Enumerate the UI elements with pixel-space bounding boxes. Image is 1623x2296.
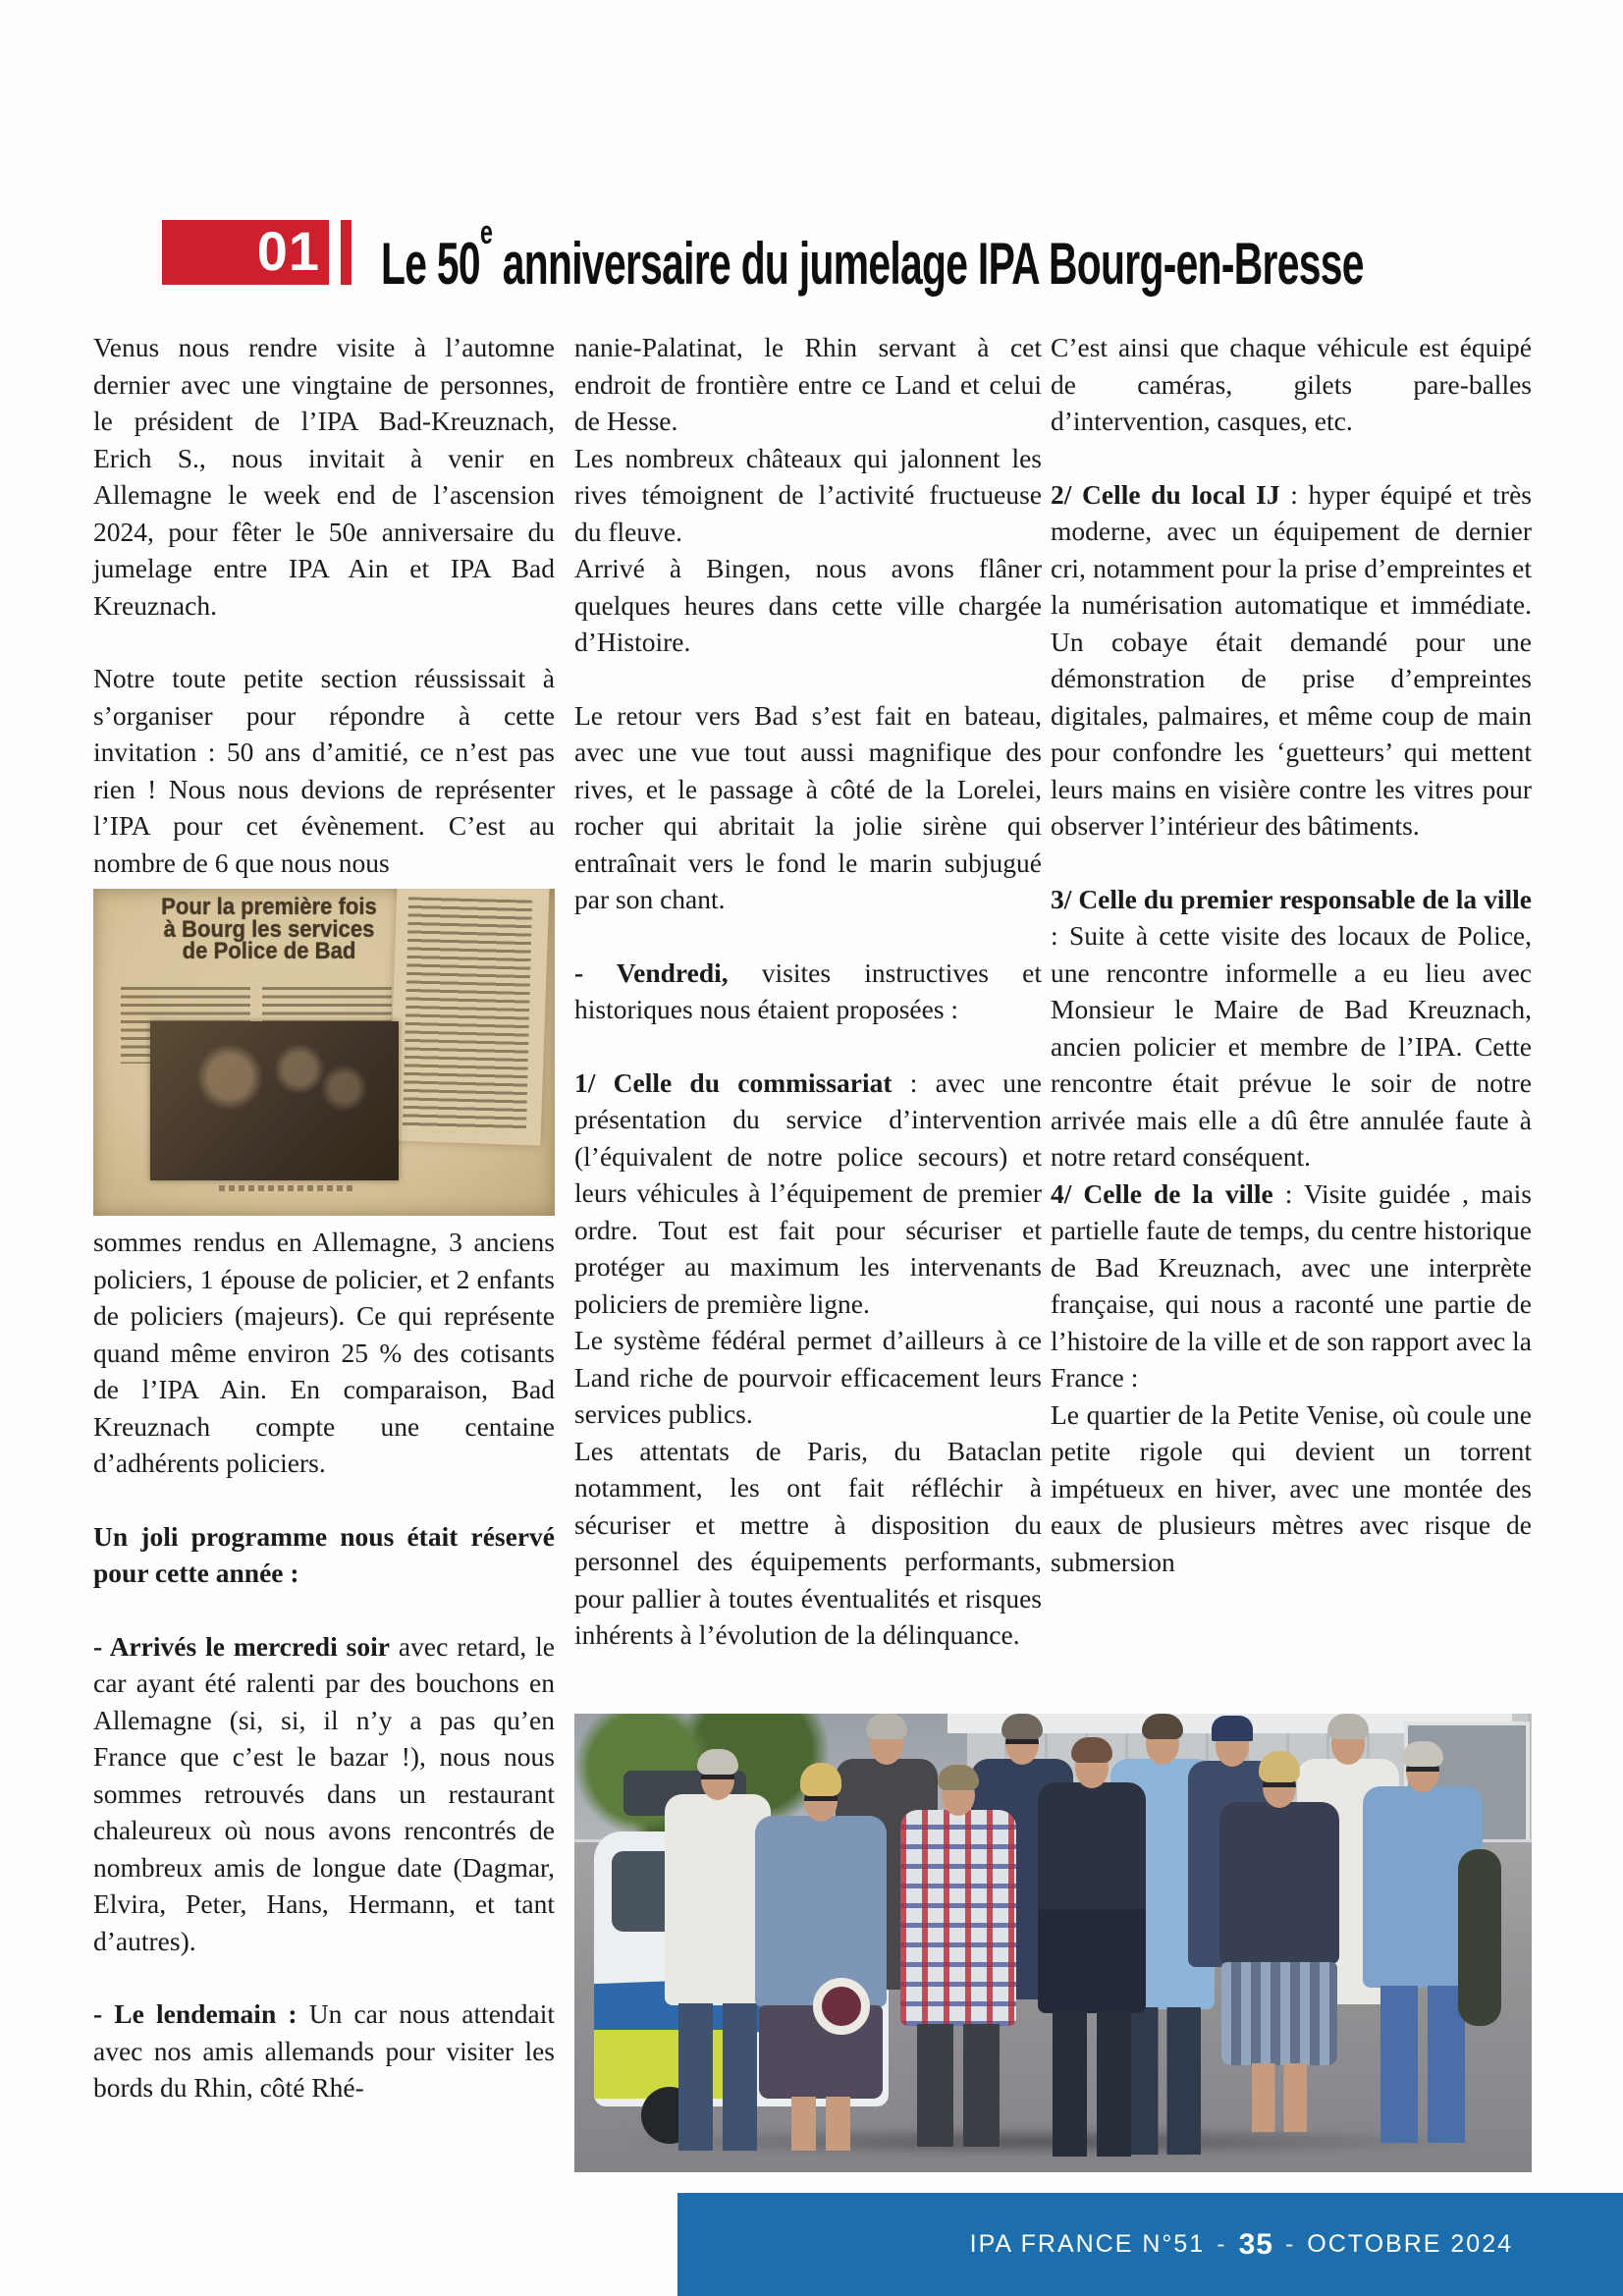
paragraph <box>93 1628 555 1960</box>
paragraph-gap <box>93 1592 555 1628</box>
paragraph-text: avec retard, le car ayant été ralenti par des bouchons en Allemagne (si, si, il n’y a pas qu’en France que c’est le bazar !), nous nous sommes retrouvés dans un restaurant chaleureux où nous avons rencontrés de nombreux amis de longue date (Dagmar, Elvira, Peter, Hans, Hermann, et tant d’autres). <box>93 1630 555 1956</box>
person-hair <box>1402 1741 1443 1767</box>
paragraph-lead: - Le lendemain : <box>93 1998 298 2029</box>
paragraph-text: Un car nous attendait avec nos amis allemands pour visiter les bords du Rhin, côté Rhé- <box>93 1998 555 2103</box>
paragraph <box>1051 1175 1532 1396</box>
paragraph-gap <box>1051 845 1532 881</box>
paragraph-lead: - Vendredi, <box>574 957 729 988</box>
paragraph: Les nombreux châteaux qui jalonnent les rives témoignent de l’activité fructueuse du fleuve. <box>574 442 1042 547</box>
footer-magazine-label: IPA FRANCE N°51 <box>969 2230 1206 2258</box>
clipping-caption <box>219 1185 356 1191</box>
paragraph-lead: 4/ Celle de la ville <box>1051 1177 1273 1209</box>
newspaper-clipping-photo <box>93 889 555 1216</box>
paragraph-text: visites instructives et historiques nous étaient proposées : <box>574 957 1042 1024</box>
person-figure <box>1215 1751 1344 2132</box>
paragraph-gap <box>93 624 555 660</box>
paragraph: Le retour vers Bad s’est fait en bateau, avec une vue tout aussi magnifique des rives, et le passage à côté de la Lorelei, rocher qui abritait la jolie sirène qui entraînait vers le fond le marin subjugué par son chant. <box>574 699 1042 914</box>
person-hair <box>1001 1714 1043 1739</box>
person-legs <box>1252 2063 1307 2132</box>
paragraph <box>93 1995 555 2106</box>
person-figure <box>1034 1737 1150 2157</box>
person-hair <box>800 1763 841 1796</box>
paragraph <box>574 955 1042 1028</box>
person-skirt <box>1221 1962 1337 2065</box>
paragraph <box>1051 476 1532 845</box>
footer-page-number: 35 <box>1238 2227 1273 2261</box>
person-figure <box>751 1763 891 2151</box>
article-number-badge: 01 <box>162 220 352 285</box>
paragraph-gap <box>93 1482 555 1518</box>
paragraph-gap <box>574 1028 1042 1065</box>
paragraph-text: : avec une présentation du service d’intervention (l’équivalent de notre police secours) et leurs véhicules à l’équipement de premier ordre. Tout est fait pour sécuriser et protéger au maximum les intervenants policiers de première ligne. <box>574 1066 1042 1319</box>
person-torso <box>1219 1802 1339 1964</box>
person-jacket <box>1458 1849 1501 2026</box>
paragraph <box>574 1065 1042 1323</box>
person-hair <box>938 1765 979 1790</box>
clipping-headline-line: de Police de Bad <box>182 938 356 964</box>
group-photo <box>574 1714 1532 2172</box>
paragraph: Le système fédéral permet d’ailleurs à ce Land riche de pourvoir efficacement leurs services publics. <box>574 1325 1042 1429</box>
clipping-headline-line: Pour la première fois <box>161 894 377 920</box>
paragraph: Venus nous rendre visite à l’automne dernier avec une vingtaine de personnes, le président de l’IPA Bad-Kreuznach, Erich S., nous invitait à venir en Allemagne le week end de l’ascension 2024, pour fêter le 50e anniversaire du jumelage entre IPA Ain et IPA Bad Kreuznach. <box>93 332 555 621</box>
person-hair <box>1327 1714 1369 1739</box>
person-figure <box>896 1765 1020 2147</box>
paragraph-gap <box>1051 440 1532 476</box>
paragraph: Le quartier de la Petite Venise, où coule une petite rigole qui devient un torrent impétueux en hiver, avec une montée des eaux de plusieurs mètres avec risque de submersion <box>1051 1398 1532 1577</box>
person-legs <box>791 2097 850 2151</box>
article-column-3 <box>1051 329 1532 1580</box>
person-figure <box>1358 1741 1488 2143</box>
person-hair <box>1259 1751 1300 1782</box>
person-torso <box>1038 1782 1146 2013</box>
section-heading <box>93 1518 555 1592</box>
person-hair <box>697 1749 738 1775</box>
title-rest: anniversaire du jumelage IPA Bourg-en-Bresse <box>492 231 1364 297</box>
clipping-photo-area <box>150 1021 399 1180</box>
clipping-headline <box>150 894 387 964</box>
title-superscript: e <box>479 214 493 251</box>
footer-date: OCTOBRE 2024 <box>1307 2230 1513 2258</box>
paragraph: nanie-Palatinat, le Rhin servant à cet endroit de frontière entre ce Land et celui de Hesse. <box>574 332 1042 436</box>
paragraph-text: : hyper équipé et très moderne, avec un équipement de dernier cri, notamment pour la prise d’empreintes et la numérisation automatique et immédiate. Un cobaye était demandé pour une démonstration de prise d’empreintes digitales, palmaires, et même coup de main pour confondre les ‘guetteurs’ qui mettent leurs mains en visière contre les vitres pour observer l’intérieur des bâtiments. <box>1051 478 1532 841</box>
person-hair <box>866 1714 907 1739</box>
paragraph: Les attentats de Paris, du Bataclan notamment, les ont fait réfléchir à sécuriser et mettre à disposition du personnel des équipements performants, pour pallier à toutes éventualités et risques inhérents à l’évolution de la délinquance. <box>574 1435 1042 1650</box>
paragraph-lead: 3/ Celle du premier responsable de la ville <box>1051 883 1532 914</box>
person-hair <box>1071 1737 1112 1763</box>
paragraph-gap <box>93 1959 555 1995</box>
person-bag <box>813 1978 870 2035</box>
paragraph-gap <box>574 918 1042 955</box>
clipping-headline-line: à Bourg les services <box>163 915 375 943</box>
page-title <box>381 214 1623 297</box>
person-legs <box>1053 2011 1131 2157</box>
clipping-text-lines <box>403 897 532 1133</box>
paragraph-lead: 1/ Celle du commissariat <box>574 1066 893 1098</box>
person-cap <box>1212 1716 1253 1741</box>
paragraph-lead: 2/ Celle du local IJ <box>1051 478 1280 510</box>
person-torso <box>900 1810 1016 2026</box>
title-prefix: Le 50 <box>381 231 480 297</box>
page-title-text <box>381 214 1364 299</box>
paragraph-gap <box>574 661 1042 697</box>
person-legs <box>917 2024 1000 2147</box>
article-column-2 <box>574 329 1042 1654</box>
person-torso <box>755 1816 887 2007</box>
paragraph: Arrivé à Bingen, nous avons flâner quelques heures dans cette ville chargée d’Histoire. <box>574 553 1042 657</box>
paragraph: C’est ainsi que chaque véhicule est équipé de caméras, gilets pare-balles d’intervention, casques, etc. <box>1051 332 1532 436</box>
person-legs <box>1380 1986 1465 2143</box>
paragraph: Notre toute petite section réussissait à s’organiser pour répondre à cette invitation : 50 ans d’amitié, ce n’est pas rien ! Nous nous devions de représenter l’IPA pour cet évènement. C’est au nombre de 6 que nous nous <box>93 663 555 878</box>
paragraph-lead: - Arrivés le mercredi soir <box>93 1630 390 1662</box>
person-legs <box>678 2003 757 2151</box>
paragraph: sommes rendus en Allemagne, 3 anciens policiers, 1 épouse de policier, et 2 enfants de policiers (majeurs). Ce qui représente quand même environ 25 % des cotisants de l’IPA Ain. En comparaison, Bad Kreuznach compte une centaine d’adhérents policiers. <box>93 1227 555 1478</box>
paragraph-text: : Suite à cette visite des locaux de Police, une rencontre informelle a eu lieu avec Monsieur le Maire de Bad Kreuznach, ancien policier et membre de l’IPA. Cette rencontre était prévue le soir de notre arrivée mais elle a dû être annulée faute à notre retard conséquent. <box>1051 920 1532 1172</box>
section-heading-text: Un joli programme nous était réservé pour cette année : <box>93 1520 555 1588</box>
person-hair <box>1142 1714 1183 1739</box>
footer-separator: - <box>1217 2230 1227 2258</box>
footer-separator: - <box>1284 2230 1296 2258</box>
paragraph-text: : Visite guidée , mais partielle faute de temps, du centre historique de Bad Kreuznach, avec une interprète française, qui nous a raconté une partie de l’histoire de la ville et de son rapport avec la France : <box>1051 1177 1532 1393</box>
paragraph <box>1051 881 1532 1175</box>
article-column-1 <box>93 329 555 2106</box>
footer-bar <box>677 2193 1623 2296</box>
